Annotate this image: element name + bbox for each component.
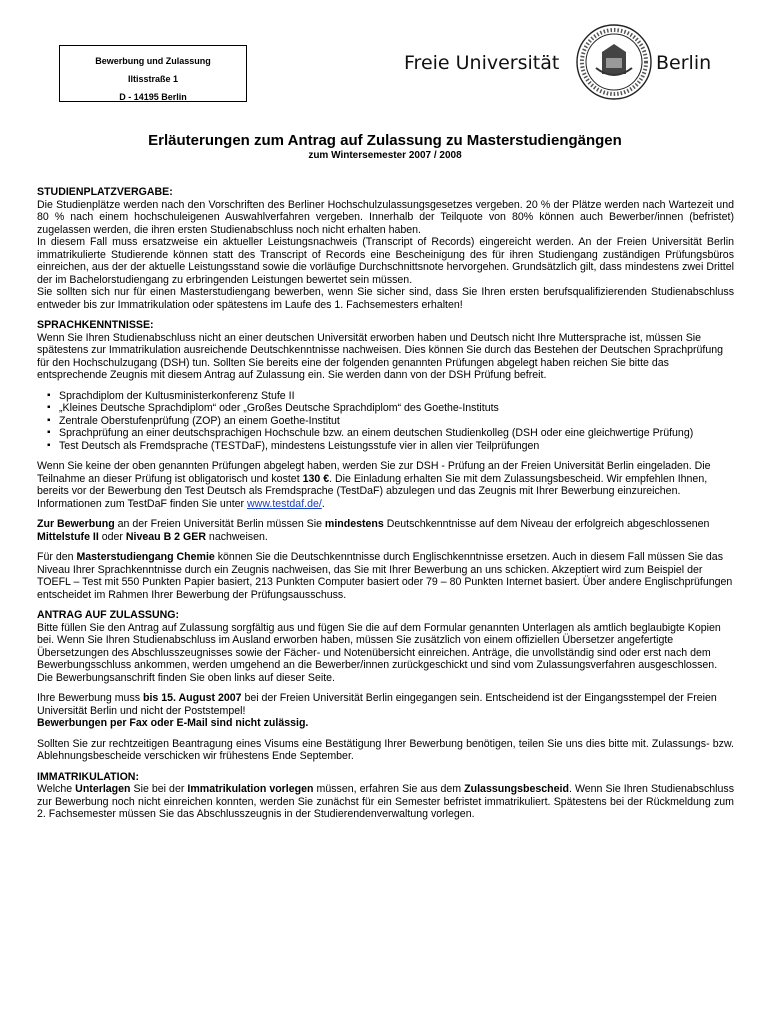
text-run: . Wenn Sie Ihren Studienabschluss zur Bewerbung noch nicht einreichen konnten, werden Sie zunächst für ein Semester befristet immatrikuliert. Spätestens bei der Rückmeldung zum 2. Fachsemester müssen Sie das Abschlusszeugnis in der Studierendenverwaltung vorlegen. xyxy=(37,783,735,820)
paragraph-text: Sollten Sie zur rechtzeitigen Beantragung eines Visums eine Bestätigung Ihrer Bewerbung benötigen, teilen Sie uns dies bitte mit. Zulassungs- bzw. Ablehnungsbescheide verschicken wir frühestens Ende September. xyxy=(37,737,734,762)
paragraph xyxy=(37,738,734,763)
deadline-highlight: bis 15. August 2007 xyxy=(143,692,242,704)
text-run: können Sie die Deutschkenntnisse durch Englischkenntnisse ersetzen. Auch in diesem Fall müssen Sie das Niveau Ihrer Sprachkenntnisse durch ein Zeugnis nachweisen, das Sie mit Ihrer Bewerbung an uns schicken. Akzeptiert wird zum Beispiel der TOEFL – Test mit 550 Punkten Papier basiert, 213 Punkten Computer basiert oder 79 – 80 Punkten Internet basiert. Über andere Englischprüfungen entscheidet im Rahmen Ihrer Bewerbung der Prüfungsausschuss. xyxy=(37,551,733,601)
text-bold: Zur Bewerbung xyxy=(37,518,115,530)
document-body xyxy=(37,186,734,829)
fax-email-notice: Bewerbungen per Fax oder E-Mail sind nicht zulässig. xyxy=(37,717,309,729)
text-bold: mindestens xyxy=(324,518,384,530)
text-run: müssen, erfahren Sie aus dem xyxy=(313,783,465,795)
text-run: Welche xyxy=(37,783,76,795)
list-item: ▪ Sprachdiplom der Kultusministerkonferenz Stufe II xyxy=(59,390,734,403)
section-heading: SPRACHKENNTNISSE: xyxy=(37,319,154,331)
testdaf-link[interactable]: www.testdaf.de/ xyxy=(247,497,322,510)
list-item: ▪ Sprachprüfung an einer deutschsprachigen Hochschule bzw. an einem deutschen Studienkolleg (DSH oder eine gleichwertige Prüfung) xyxy=(59,427,734,440)
section-heading: IMMATRIKULATION: xyxy=(37,770,139,783)
list-item: ▪ Test Deutsch als Fremdsprache (TESTDaF), mindestens Leistungsstufe vier in allen vier Teilprüfungen xyxy=(59,440,734,453)
address-line-1: Bewerbung und Zulassung xyxy=(95,56,211,66)
paragraph xyxy=(37,609,734,684)
paragraph xyxy=(37,186,734,311)
paragraph xyxy=(37,460,734,510)
logo-text-left: Freie Universität xyxy=(404,52,560,74)
section-sprachkenntnisse xyxy=(37,319,734,601)
text-bold: Immatrikulation vorlegen xyxy=(187,783,314,795)
text-run: Wenn Sie keine der oben genannten Prüfungen abgelegt haben, werden Sie zur DSH - Prüfung an der Freien Universität Berlin eingeladen. Die Teilnahme an dieser Prüfung ist obligatorisch und kostet xyxy=(37,460,711,485)
paragraph xyxy=(37,771,734,821)
university-seal-icon xyxy=(572,22,656,102)
paragraph xyxy=(37,518,734,543)
text-bold: Unterlagen xyxy=(75,783,131,795)
paragraph xyxy=(37,692,734,730)
list-item: ▪ „Kleines Deutsche Sprachdiplom“ oder „Großes Deutsche Sprachdiplom“ des Goethe-Instituts xyxy=(59,402,734,415)
paragraph-text: Wenn Sie Ihren Studienabschluss nicht an einer deutschen Universität erworben haben und Deutsch nicht Ihre Muttersprache ist, müssen Sie spätestens zur Immatrikulation ausreichende Deutschkenntnisse nachweisen. Dies können Sie durch das Bestehen der Deutschen Sprachprüfung für den Hochschulzugang (DSH) tun. Sollten Sie bereits eine der folgenden genannten Prüfungen abgelegt haben reichen Sie bitte das entsprechende Zeugnis mit diesem Antrag auf Zulassung ein. Sie werden dann von der DSH Prüfung befreit. xyxy=(37,331,724,381)
paragraph-text: Sie sollten sich nur für einen Masterstudiengang bewerben, wenn Sie sicher sind, dass Sie Ihren ersten berufsqualifizierenden Studienabschluss entweder bis zur Immatrikulation oder spätestens im Laufe des 1. Fachsemesters erhalten! xyxy=(37,286,734,311)
section-heading: STUDIENPLATZVERGABE: xyxy=(37,186,173,198)
page-subtitle: zum Wintersemester 2007 / 2008 xyxy=(308,150,462,161)
paragraph-text: In diesem Fall muss ersatzweise ein aktueller Leistungsnachweis (Transcript of Records) eingereicht werden. An der Freien Universität Berlin immatrikulierte Studierende können statt des Transcript of Records eine Bescheinigung des für ihren Studiengang zuständigen Prüfungsbüros einreichen, aus der der aktuelle Leistungsstand sowie die vorläufige Durchschnittsnote hervorgehen. Grundsätzlich gilt, dass mindestens zwei Drittel der im Bachelorstudiengang zu erbringenden Leistungen bewertet sein müssen. xyxy=(37,236,734,286)
text-bold: Zulassungsbescheid xyxy=(464,783,569,795)
logo-text-right: Berlin xyxy=(656,52,712,74)
address-line-3: D - 14195 Berlin xyxy=(119,92,187,102)
paragraph-text: Die Studienplätze werden nach den Vorschriften des Berliner Hochschulzulassungsgesetzes vergeben. 20 % der Plätze werden nach Wartezeit und 80 % nach einem hochschuleigenen Auswahlverfahren vergeben. Innerhalb der Teilquote von 80% können auch Bewerber/innen (befristet) zugelassen werden, die ihren ersten Studienabschluss noch nicht erhalten haben. xyxy=(37,198,734,236)
text-run: . Die Einladung erhalten Sie mit dem Zulassungsbescheid. Wir empfehlen Ihnen, bereits vor der Bewerbung den Test Deutsch als Fremdsprache (TestDaF) abzulegen und das Zeugnis mit Ihrer Bewerbung einzureichen. Informationen zum TestDaF finden Sie unter xyxy=(37,472,708,510)
text-run: Ihre Bewerbung muss xyxy=(37,692,143,704)
paragraph xyxy=(37,319,734,382)
paragraph xyxy=(37,551,734,601)
list-item: ▪ Zentrale Oberstufenprüfung (ZOP) an einem Goethe-Institut xyxy=(59,415,734,428)
text-bold: Niveau B 2 GER xyxy=(125,530,206,543)
section-antrag-auf-zulassung xyxy=(37,609,734,763)
text-run: nachweisen. xyxy=(205,530,268,543)
page-title: Erläuterungen zum Antrag auf Zulassung zu Masterstudiengängen xyxy=(148,132,622,149)
text-run: bei der Freien Universität Berlin eingegangen sein. Entscheidend ist der Eingangsstempel der Freien Universität Berlin und nicht der Poststempel! xyxy=(37,692,717,717)
address-box xyxy=(59,45,247,102)
paragraph-text: Bitte füllen Sie den Antrag auf Zulassung sorgfältig aus und fügen Sie die auf dem Formular genannten Unterlagen als amtlich beglaubigte Kopien bei. Wenn Sie Ihren Studienabschluss im Ausland erworben haben, müssen Sie zusätzlich von einem offiziellen Übersetzer angefertigte Übersetzungen des Abschlusszeugnisses sowie der Fächer- und Notenübersicht einreichen. Anträge, die unvollständig sind oder erst nach dem Bewerbungsschluss ankommen, werden umgehend an die Bewerber/innen zurückgeschickt und sind vom Zulassungsverfahren ausgeschlossen. Die Bewerbungsanschrift finden Sie oben links auf dieser Seite. xyxy=(37,621,721,684)
address-line-2: Iltisstraße 1 xyxy=(127,74,179,84)
text-run: an der Freien Universität Berlin müssen Sie xyxy=(114,518,325,530)
section-studienplatzvergabe xyxy=(37,186,734,311)
section-immatrikulation xyxy=(37,771,734,821)
text-run: Deutschkenntnisse auf dem Niveau der erfolgreich abgeschlossenen xyxy=(383,518,710,530)
text-run: Für den xyxy=(37,551,77,563)
text-run: oder xyxy=(98,530,126,543)
text-bold: Mittelstufe II xyxy=(37,530,99,543)
section-heading: ANTRAG AUF ZULASSUNG: xyxy=(37,609,180,621)
price-highlight: 130 € xyxy=(302,472,330,485)
exam-list xyxy=(37,390,734,453)
text-run: . xyxy=(321,497,325,510)
text-run: Sie bei der xyxy=(130,783,188,795)
text-bold: Masterstudiengang Chemie xyxy=(76,551,215,563)
university-logo xyxy=(404,22,714,102)
